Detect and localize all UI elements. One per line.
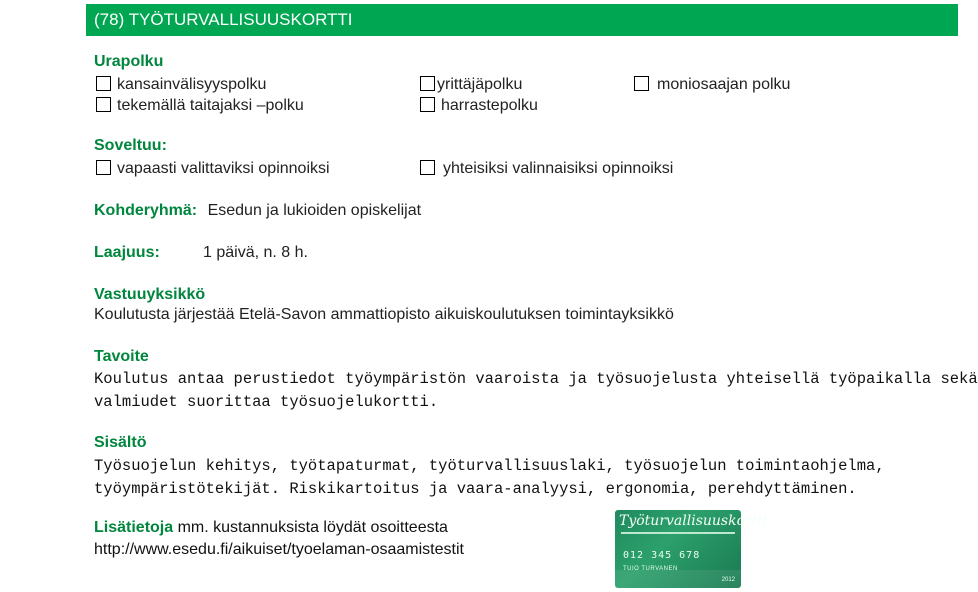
lisatietoja-text: mm. kustannuksista löydät osoitteesta: [173, 519, 448, 536]
vastuuyksikko-title: Vastuuyksikkö: [94, 286, 206, 303]
soveltuu-title: Soveltuu:: [94, 137, 167, 154]
tavoite-title: Tavoite: [94, 348, 149, 365]
lisatietoja-link[interactable]: http://www.esedu.fi/aikuiset/tyoelaman-osaamistestit: [94, 541, 464, 558]
vastuuyksikko-text: Koulutusta järjestää Etelä-Savon ammattiopisto aikuiskoulutuksen toimintayksikkö: [94, 306, 674, 323]
checkbox-vapaasti-valittaviksi[interactable]: vapaasti valittaviksi opinnoiksi: [96, 160, 330, 178]
checkbox-icon[interactable]: [96, 97, 111, 112]
card-number: 012 345 678: [623, 550, 701, 561]
tavoite-line-1: Koulutus antaa perustiedot työympäristön vaaroista ja työsuojelusta yhteisellä työpaikalla sekä: [94, 370, 978, 388]
sisalto-line-1: Työsuojelun kehitys, työtapaturmat, työturvallisuuslaki, työsuojelun toimintaohjelma,: [94, 457, 885, 475]
checkbox-icon[interactable]: [96, 160, 111, 175]
sisalto-line-2: työympäristötekijät. Riskikartoitus ja vaara-analyysi, ergonomia, perehdyttäminen.: [94, 480, 857, 498]
card-holder-name: TUIO TURVANEN: [623, 566, 678, 572]
checkbox-yrittajapolku[interactable]: yrittäjäpolku: [420, 76, 522, 94]
kohderyhma-label: Kohderyhmä:: [94, 202, 198, 219]
card-divider: [621, 532, 735, 534]
checkbox-icon[interactable]: [420, 76, 435, 91]
kohderyhma-row: [94, 202, 421, 220]
laajuus-label: Laajuus:: [94, 244, 160, 261]
sisalto-title: Sisältö: [94, 434, 147, 451]
checkbox-tekemalla-taitajaksi[interactable]: tekemällä taitajaksi –polku: [96, 97, 304, 115]
checkbox-icon[interactable]: [96, 76, 111, 91]
page-title: (78) TYÖTURVALLISUUSKORTTI: [94, 10, 353, 29]
card-year: 2012: [721, 577, 735, 583]
lisatietoja-label: Lisätietoja: [94, 519, 174, 536]
checkbox-icon[interactable]: [634, 76, 649, 91]
checkbox-icon[interactable]: [420, 97, 435, 112]
kohderyhma-value: Esedun ja lukioiden opiskelijat: [207, 202, 422, 219]
checkbox-harrastepolku[interactable]: harrastepolku: [420, 97, 538, 115]
page-header: [86, 4, 958, 36]
laajuus-value: 1 päivä, n. 8 h.: [203, 244, 308, 261]
checkbox-kansainvalisyyspolku[interactable]: kansainvälisyyspolku: [96, 76, 266, 94]
checkbox-moniosaajan-polku[interactable]: moniosaajan polku: [634, 76, 790, 94]
checkbox-icon[interactable]: [420, 160, 435, 175]
card-title: Työturvallisuuskortti: [619, 513, 768, 529]
urapolku-title: Urapolku: [94, 53, 164, 70]
tyoturvallisuuskortti-card-image: [615, 510, 768, 588]
checkbox-yhteisiksi-valinnaisiksi[interactable]: yhteisiksi valinnaisiksi opinnoiksi: [420, 160, 673, 178]
lisatietoja-row: [94, 519, 448, 537]
tavoite-line-2: valmiudet suorittaa työsuojelukortti.: [94, 393, 439, 411]
